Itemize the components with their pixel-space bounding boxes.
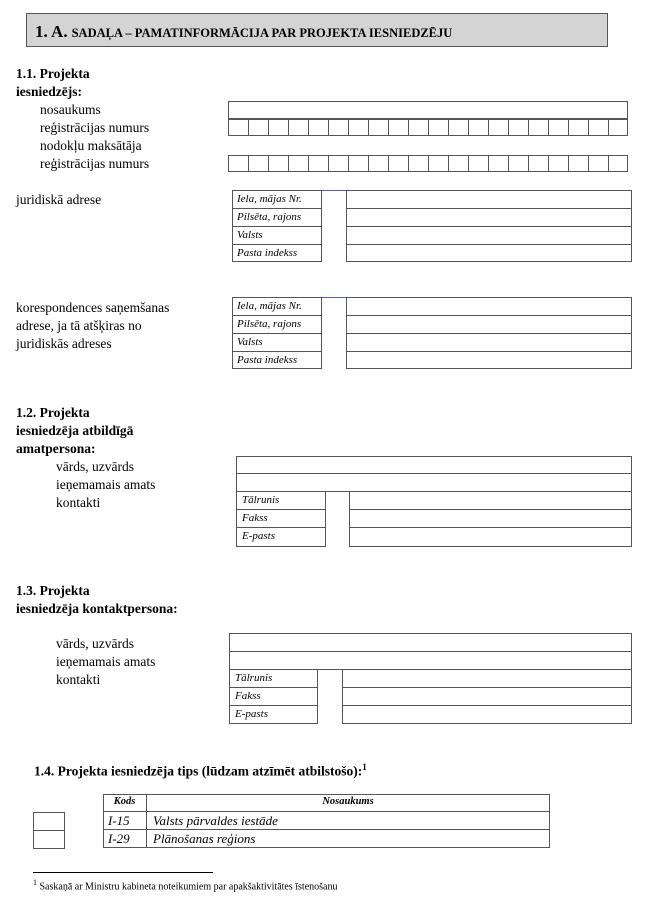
cell-divider: [368, 120, 369, 135]
cell-divider: [388, 120, 389, 135]
cell-divider: [488, 120, 489, 135]
s13-email-label: E-pasts: [235, 708, 268, 720]
corr-city-label: Pilsēta, rajons: [237, 318, 302, 330]
cell-divider: [548, 120, 549, 135]
cell-divider: [388, 156, 389, 171]
cell-divider: [248, 120, 249, 135]
s12-fax-input[interactable]: [350, 510, 631, 526]
s12-label-name: vārds, uzvārds: [56, 459, 134, 474]
legal-street-label: Iela, mājas Nr.: [237, 193, 302, 205]
legal-country-label: Valsts: [237, 229, 263, 241]
label-name: nosaukums: [40, 102, 101, 117]
label-tax-1: nodokļu maksātāja: [40, 138, 142, 153]
cell-divider: [288, 120, 289, 135]
s12-label-contacts: kontakti: [56, 495, 101, 510]
cell-divider: [348, 120, 349, 135]
s13-email-input[interactable]: [343, 706, 631, 723]
footnote-text: Saskaņā ar Ministru kabineta noteikumiem par apakšaktivitātes īstenošanu: [39, 881, 338, 893]
label-corr-3: juridiskās adreses: [16, 336, 112, 351]
cell-divider: [448, 156, 449, 171]
section-number: 1. A.: [35, 22, 68, 41]
cell-divider: [408, 120, 409, 135]
cell-divider: [508, 156, 509, 171]
legal-street-input[interactable]: [347, 191, 631, 207]
cell-divider: [608, 120, 609, 135]
cell-divider: [368, 156, 369, 171]
s13-fax-input[interactable]: [343, 688, 631, 704]
row1-code: I-15: [108, 813, 130, 828]
cell-divider: [608, 156, 609, 171]
type-checkbox-i15[interactable]: [33, 812, 65, 831]
section-title: SADAĻA – PAMATINFORMĀCIJA PAR PROJEKTA IESNIEDZĒJU: [71, 26, 453, 40]
cell-divider: [428, 120, 429, 135]
label-legal-address: juridiskā adrese: [16, 192, 102, 207]
legal-postcode-label: Pasta indekss: [237, 247, 298, 259]
legal-address-table: [232, 190, 632, 262]
cell-divider: [328, 156, 329, 171]
cell-divider: [428, 156, 429, 171]
label-tax-2: reģistrācijas numurs: [40, 156, 150, 171]
s13-label-contacts: kontakti: [56, 672, 101, 687]
reg-no-input[interactable]: [228, 119, 628, 136]
cell-divider: [268, 120, 269, 135]
cell-divider: [488, 156, 489, 171]
s12-contacts-table: [236, 491, 632, 547]
s13-label-position: ieņemamais amats: [56, 654, 156, 669]
footnote: [33, 878, 337, 892]
cell-divider: [548, 156, 549, 171]
s13-heading-2: iesniedzēja kontaktpersona:: [16, 601, 178, 616]
footnote-mark: 1: [33, 878, 37, 887]
cell-divider: [348, 156, 349, 171]
label-reg-no: reģistrācijas numurs: [40, 120, 150, 135]
corr-street-input[interactable]: [347, 298, 631, 314]
cell-divider: [588, 156, 589, 171]
legal-postcode-input[interactable]: [347, 245, 631, 261]
s14-footnote-ref: 1: [362, 762, 367, 772]
name-input[interactable]: [228, 101, 628, 119]
cell-divider: [308, 156, 309, 171]
s13-position-input[interactable]: [229, 651, 632, 670]
row2-name: Plānošanas reģions: [153, 831, 256, 846]
legal-city-input[interactable]: [347, 209, 631, 225]
s13-name-input[interactable]: [229, 633, 632, 652]
s12-label-position: ieņemamais amats: [56, 477, 156, 492]
type-table: [103, 794, 550, 848]
s12-heading-1: 1.2. Projekta: [16, 405, 90, 420]
s12-phone-label: Tālrunis: [242, 494, 280, 506]
row1-name: Valsts pārvaldes iestāde: [153, 813, 278, 828]
corr-postcode-input[interactable]: [347, 352, 631, 368]
section-header-text: [35, 22, 452, 42]
s12-email-label: E-pasts: [242, 530, 275, 542]
s13-heading-1: 1.3. Projekta: [16, 583, 90, 598]
col-code-header: Kods: [113, 796, 136, 807]
legal-city-label: Pilsēta, rajons: [237, 211, 302, 223]
cell-divider: [528, 120, 529, 135]
corr-country-input[interactable]: [347, 334, 631, 350]
label-corr-2: adrese, ja tā atšķiras no: [16, 318, 142, 333]
cell-divider: [308, 120, 309, 135]
tax-reg-no-input[interactable]: [228, 155, 628, 172]
s13-label-name: vārds, uzvārds: [56, 636, 134, 651]
corr-country-label: Valsts: [237, 336, 263, 348]
type-checkbox-i29[interactable]: [33, 830, 65, 849]
corr-postcode-label: Pasta indekss: [237, 354, 298, 366]
s11-heading-1: 1.1. Projekta: [16, 66, 90, 81]
cell-divider: [328, 120, 329, 135]
cell-divider: [448, 120, 449, 135]
s13-phone-input[interactable]: [343, 670, 631, 686]
cell-divider: [568, 156, 569, 171]
s12-fax-label: Fakss: [242, 512, 268, 524]
s12-name-input[interactable]: [236, 456, 632, 474]
s12-phone-input[interactable]: [350, 492, 631, 508]
s12-position-input[interactable]: [236, 473, 632, 492]
section-header: [26, 13, 608, 47]
s12-heading-2: iesniedzēja atbildīgā: [16, 423, 134, 438]
row2-code: I-29: [108, 831, 130, 846]
s14-heading: [34, 762, 367, 780]
cell-divider: [248, 156, 249, 171]
corr-address-table: [232, 297, 632, 369]
s13-fax-label: Fakss: [235, 690, 261, 702]
cell-divider: [408, 156, 409, 171]
footnote-divider: [33, 872, 213, 873]
cell-divider: [468, 156, 469, 171]
cell-divider: [288, 156, 289, 171]
cell-divider: [508, 120, 509, 135]
cell-divider: [588, 120, 589, 135]
s13-phone-label: Tālrunis: [235, 672, 273, 684]
label-corr-1: korespondences saņemšanas: [16, 300, 170, 315]
s11-heading-2: iesniedzējs:: [16, 84, 82, 99]
legal-country-input[interactable]: [347, 227, 631, 243]
cell-divider: [468, 120, 469, 135]
cell-divider: [528, 156, 529, 171]
col-name-header: Nosaukums: [322, 796, 374, 807]
s12-email-input[interactable]: [350, 528, 631, 546]
corr-street-label: Iela, mājas Nr.: [237, 300, 302, 312]
s14-heading-text: 1.4. Projekta iesniedzēja tips (lūdzam atzīmēt atbilstošo):: [34, 763, 363, 779]
cell-divider: [568, 120, 569, 135]
corr-city-input[interactable]: [347, 316, 631, 332]
s13-contacts-table: [229, 669, 632, 724]
s12-heading-3: amatpersona:: [16, 441, 96, 456]
cell-divider: [268, 156, 269, 171]
